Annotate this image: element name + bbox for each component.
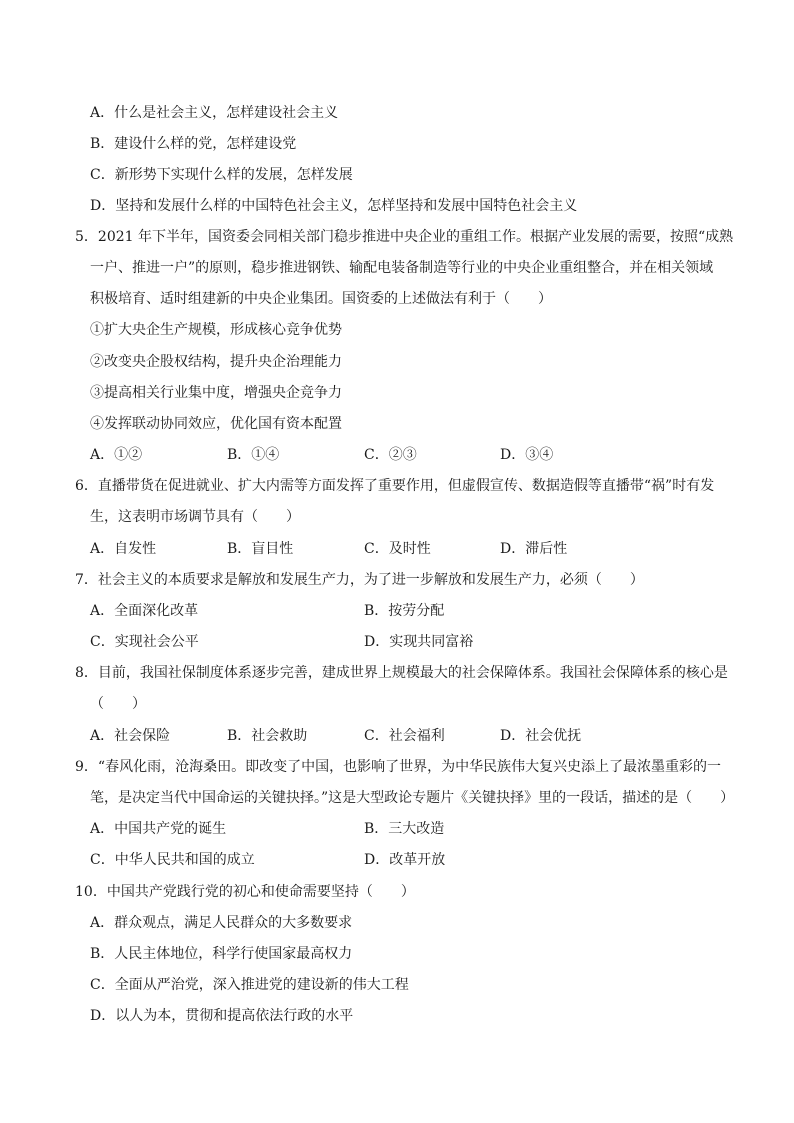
- q5-option-d: D．③④: [500, 447, 554, 463]
- q6-stem-line-2: 生，这表明市场调节具有（ ）: [90, 509, 300, 525]
- q10-option-c: C．全面从严治党，深入推进党的建设新的伟大工程: [90, 977, 409, 993]
- q9-option-d: D．改革开放: [364, 852, 446, 868]
- q5-option-b: B．①④: [227, 447, 280, 463]
- q6-option-d: D．滞后性: [500, 541, 568, 557]
- q8-stem-line-2: （ ）: [90, 696, 146, 712]
- q8-option-b: B．社会救助: [227, 728, 308, 744]
- q5-item-4: ④发挥联动协同效应，优化国有资本配置: [90, 416, 342, 432]
- q5-option-c: C．②③: [364, 447, 417, 463]
- q9-option-b: B．三大改造: [364, 821, 445, 837]
- q7-option-d: D．实现共同富裕: [364, 634, 474, 650]
- q9-stem-line-1: 9．“春风化雨，沧海桑田。即改变了中国，也影响了世界，为中华民族伟大复兴史添上了最浓墨重彩的一: [75, 759, 722, 775]
- q5-item-1: ①扩大央企生产规模，形成核心竞争优势: [90, 322, 342, 338]
- q8-option-d: D．社会优抚: [500, 728, 582, 744]
- q10-option-d: D．以人为本，贯彻和提高依法行政的水平: [90, 1008, 354, 1024]
- q9-option-c: C．中华人民共和国的成立: [90, 852, 255, 868]
- q8-option-a: A．社会保险: [90, 728, 171, 744]
- q6-option-c: C．及时性: [364, 541, 431, 557]
- q9-stem-line-2: 笔，是决定当代中国命运的关键抉择。”这是大型政论专题片《关键抉择》里的一段话，描述的是（ ）: [90, 790, 735, 806]
- q10-stem-line-1: 10．中国共产党践行党的初心和使命需要坚持（ ）: [75, 884, 415, 900]
- q7-option-a: A．全面深化改革: [90, 603, 199, 619]
- q9-option-a: A．中国共产党的诞生: [90, 821, 227, 837]
- q7-option-b: B．按劳分配: [364, 603, 445, 619]
- q10-option-a: A．群众观点，满足人民群众的大多数要求: [90, 915, 353, 931]
- q8-stem-line-1: 8．目前，我国社保制度体系逐步完善，建成世界上规模最大的社会保障体系。我国社会保障体系的核心是: [75, 665, 728, 681]
- q6-stem-line-1: 6．直播带货在促进就业、扩大内需等方面发挥了重要作用，但虚假宣传、数据造假等直播带“祸”时有发: [75, 478, 715, 494]
- q5-stem-line-1: 5．2021 年下半年，国资委会同相关部门稳步推进中央企业的重组工作。根据产业发展的需要，按照“成熟: [75, 229, 734, 245]
- q4-option-d: D．坚持和发展什么样的中国特色社会主义，怎样坚持和发展中国特色社会主义: [90, 198, 578, 214]
- q5-item-3: ③提高相关行业集中度，增强央企竞争力: [90, 385, 342, 401]
- q7-option-c: C．实现社会公平: [90, 634, 199, 650]
- q5-option-a: A．①②: [90, 447, 143, 463]
- q10-option-b: B．人民主体地位，科学行使国家最高权力: [90, 946, 353, 962]
- q4-option-c: C．新形势下实现什么样的发展，怎样发展: [90, 167, 353, 183]
- q6-option-b: B．盲目性: [227, 541, 294, 557]
- q4-option-a: A．什么是社会主义，怎样建设社会主义: [90, 105, 339, 121]
- q5-item-2: ②改变央企股权结构，提升央企治理能力: [90, 354, 342, 370]
- q8-option-c: C．社会福利: [364, 728, 445, 744]
- q7-stem-line-1: 7．社会主义的本质要求是解放和发展生产力，为了进一步解放和发展生产力，必须（ ）: [75, 572, 644, 588]
- q5-stem-line-2: 一户、推进一户”的原则，稳步推进钢铁、输配电装备制造等行业的中央企业重组整合，并在相关领域: [90, 260, 714, 276]
- q5-stem-line-3: 积极培育、适时组建新的中央企业集团。国资委的上述做法有利于（ ）: [90, 291, 552, 307]
- q6-option-a: A．自发性: [90, 541, 157, 557]
- q4-option-b: B．建设什么样的党，怎样建设党: [90, 136, 297, 152]
